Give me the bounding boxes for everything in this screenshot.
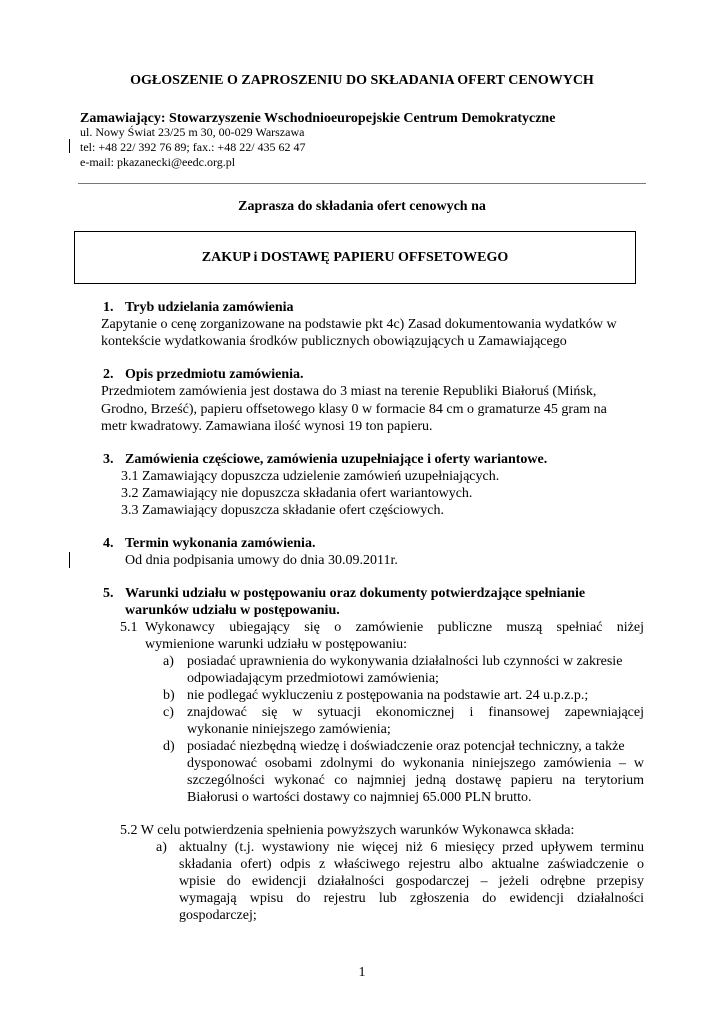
section-3-item: 3.3 Zamawiający dopuszcza składanie ofert częściowych. bbox=[121, 503, 445, 518]
subject-box bbox=[74, 231, 636, 284]
section-3-item: 3.2 Zamawiający nie dopuszcza składania ofert wariantowych. bbox=[121, 486, 473, 501]
contractor-name: Zamawiający: Stowarzyszenie Wschodnioeuropejskie Centrum Demokratyczne bbox=[80, 111, 556, 126]
section-1-line: kontekście wydatkowania środków publicznych obowiązujących u Zamawiającego bbox=[101, 334, 567, 349]
condition-a-label: a) bbox=[163, 654, 174, 669]
condition-d-line: dysponować osobami zdolnymi do wykonania niniejszego zamówienia – w bbox=[187, 756, 644, 771]
document-title: OGŁOSZENIE O ZAPROSZENIU DO SKŁADANIA OFERT CENOWYCH bbox=[130, 73, 594, 88]
condition-c-label: c) bbox=[163, 705, 174, 720]
section-5-1-number: 5.1 bbox=[120, 620, 138, 635]
section-5-heading: 5. Warunki udziału w postępowaniu oraz dokumenty potwierdzające spełnianie bbox=[103, 586, 586, 601]
change-bar bbox=[69, 139, 70, 153]
section-5-heading-cont: warunków udziału w postępowaniu. bbox=[125, 603, 340, 618]
section-4-heading: 4. Termin wykonania zamówienia. bbox=[103, 536, 316, 551]
section-5-1-line: Wykonawcy ubiegający się o zamówienie publiczne muszą spełniać niżej bbox=[145, 620, 644, 635]
condition-d-line: Białorusi o wartości dostawy co najmniej 65.000 PLN brutto. bbox=[187, 790, 532, 805]
section-2-line: metr kwadratowy. Zamawiana ilość wynosi 19 ton papieru. bbox=[101, 419, 433, 434]
section-3-heading: 3. Zamówienia częściowe, zamówienia uzupełniające i oferty wariantowe. bbox=[103, 452, 548, 467]
section-1-line: Zapytanie o cenę zorganizowane na podstawie pkt 4c) Zasad dokumentowania wydatków w bbox=[101, 317, 617, 332]
document-a-line: aktualny (t.j. wystawiony nie więcej niż 6 miesięcy przed upływem terminu bbox=[179, 840, 644, 855]
condition-d-line: posiadać niezbędną wiedzę i doświadczenie oraz potencjał techniczny, a także bbox=[187, 739, 625, 754]
condition-b-label: b) bbox=[163, 688, 175, 703]
section-4-line: Od dnia podpisania umowy do dnia 30.09.2011r. bbox=[125, 553, 398, 568]
subject-title: ZAKUP i DOSTAWĘ PAPIERU OFFSETOWEGO bbox=[201, 250, 509, 265]
page-number: 1 bbox=[358, 965, 366, 980]
contractor-email: e-mail: pkazanecki@eedc.org.pl bbox=[80, 155, 236, 169]
section-2-line: Przedmiotem zamówienia jest dostawa do 3 miast na terenie Republiki Białoruś (Mińsk, bbox=[101, 384, 597, 399]
change-bar bbox=[69, 552, 70, 568]
condition-a-line: posiadać uprawnienia do wykonywania działalności lub czynności w zakresie bbox=[187, 654, 623, 669]
section-2-heading: 2. Opis przedmiotu zamówienia. bbox=[103, 367, 304, 382]
condition-d-label: d) bbox=[163, 739, 175, 754]
condition-c-line: wykonanie niniejszego zamówienia; bbox=[187, 722, 391, 737]
condition-b-line: nie podlegać wykluczeniu z postępowania na podstawie art. 24 u.p.z.p.; bbox=[187, 688, 589, 703]
document-a-label: a) bbox=[156, 840, 167, 855]
header-divider bbox=[78, 183, 646, 184]
condition-d-line: szczególności wykonać co najmniej jedną dostawę papieru na terytorium bbox=[187, 773, 644, 788]
section-3-item: 3.1 Zamawiający dopuszcza udzielenie zamówień uzupełniających. bbox=[121, 469, 500, 484]
section-2-line: Grodno, Brześć), papieru offsetowego klasy 0 w formacie 84 cm o gramaturze 45 gram na bbox=[101, 402, 607, 417]
section-1-heading: 1. Tryb udzielania zamówienia bbox=[103, 300, 294, 315]
section-5-1-line: wymienione warunki udziału w postępowaniu: bbox=[145, 637, 408, 652]
invitation-text: Zaprasza do składania ofert cenowych na bbox=[238, 199, 486, 214]
condition-a-line: odpowiadającym przedmiotowi zamówienia; bbox=[187, 671, 439, 686]
document-a-line: wymagają wpisu do rejestru lub zgłoszenia do ewidencji działalności bbox=[179, 891, 644, 906]
document-a-line: gospodarczej; bbox=[179, 908, 257, 923]
section-5-2-line: 5.2 W celu potwierdzenia spełnienia powyższych warunków Wykonawca składa: bbox=[120, 823, 575, 838]
contractor-phone: tel: +48 22/ 392 76 89; fax.: +48 22/ 435 62 47 bbox=[80, 140, 306, 154]
contractor-address: ul. Nowy Świat 23/25 m 30, 00-029 Warszawa bbox=[80, 125, 305, 139]
condition-c-line: znajdować się w sytuacji ekonomicznej i finansowej zapewniającej bbox=[187, 705, 644, 720]
document-a-line: składania ofert) odpis z właściwego rejestru albo aktualne zaświadczenie o bbox=[179, 857, 644, 872]
document-a-line: wpisie do ewidencji działalności gospodarczej – jeżeli odrębne przepisy bbox=[179, 874, 644, 889]
